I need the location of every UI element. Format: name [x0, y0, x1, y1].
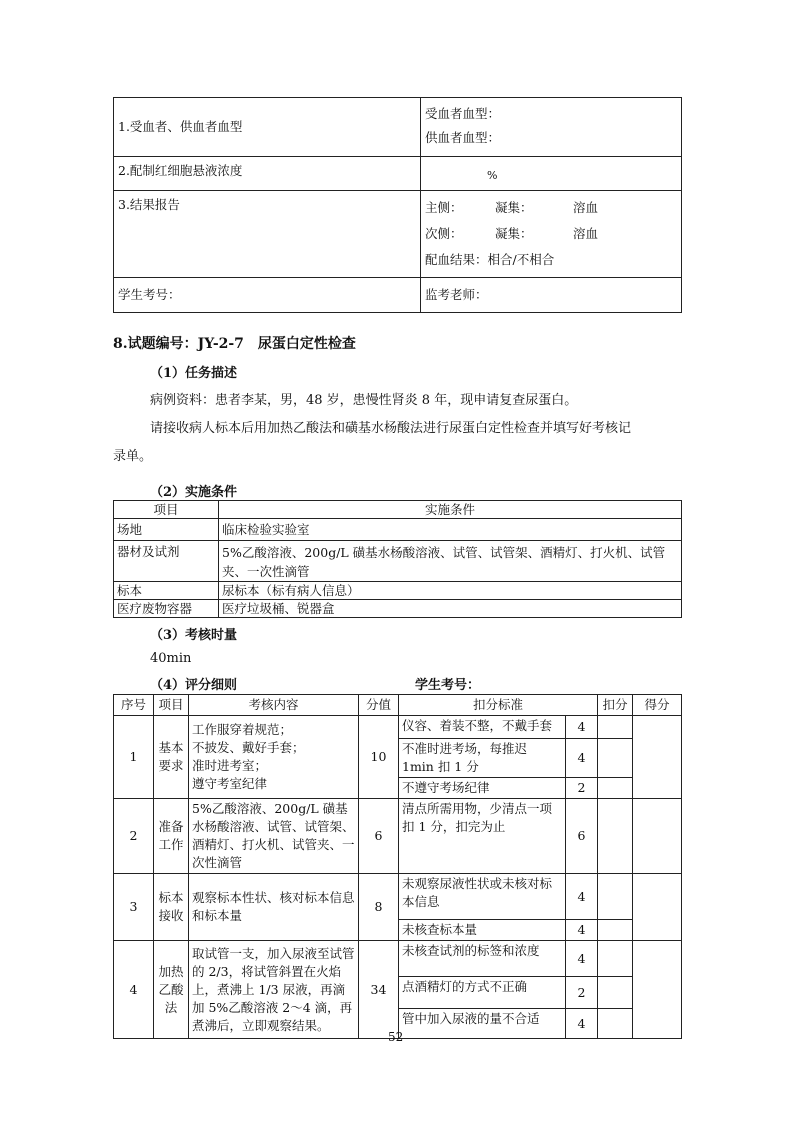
deduction-criterion: 不准时进考场，每推迟 1min 扣 1 分	[399, 739, 566, 778]
assessment-content: 工作服穿着规范； 不披发、戴好手套； 准时进考室； 遵守考室纪律	[189, 716, 359, 799]
table-cell: 场地	[114, 519, 219, 541]
student-id-field[interactable]: 学生考号：	[114, 278, 421, 313]
score-value: 34	[359, 941, 399, 1039]
earned-score-field[interactable]	[633, 874, 682, 941]
assessment-content: 5%乙酸溶液、200g/L 磺基水杨酸溶液、试管、试管架、酒精灯、打火机、试管夹、一次性滴管	[189, 799, 359, 874]
row-number: 3	[114, 874, 154, 941]
deducted-field[interactable]	[598, 739, 633, 778]
donor-blood-type-field[interactable]: 供血者血型：	[425, 130, 501, 145]
assessment-content: 观察标本性状、核对标本信息和标本量	[189, 874, 359, 941]
deduction-criterion: 管中加入尿液的量不合适	[399, 1009, 566, 1039]
earned-score-field[interactable]	[633, 941, 682, 1039]
conditions-table	[113, 500, 682, 618]
concentration-field[interactable]: %	[421, 157, 682, 191]
score-value: 6	[359, 799, 399, 874]
item-name: 基本要求	[154, 716, 189, 799]
deduction-points: 6	[566, 799, 598, 874]
row-number: 1	[114, 716, 154, 799]
table-row	[114, 799, 682, 874]
header-cell: 项目	[114, 501, 219, 519]
deduction-criterion: 点酒精灯的方式不正确	[399, 977, 566, 1009]
table-cell: 医疗废物容器	[114, 600, 219, 618]
row-number: 4	[114, 941, 154, 1039]
earned-score-field[interactable]	[633, 716, 682, 799]
deduction-criterion: 不遵守考场纪律	[399, 778, 566, 799]
row-number: 2	[114, 799, 154, 874]
deduction-points: 4	[566, 1009, 598, 1039]
row-label: 1.受血者、供血者血型	[114, 98, 421, 157]
header-cell: 实施条件	[219, 501, 682, 519]
row-label: 2.配制红细胞悬液浓度	[114, 157, 421, 191]
header-cell: 考核内容	[189, 695, 359, 716]
deduction-criterion: 仪容、着装不整，不戴手套	[399, 716, 566, 739]
table-cell: 标本	[114, 582, 219, 600]
instruction-text-cont: 录单。	[113, 449, 153, 464]
case-text: 病例资料：患者李某，男，48 岁，患慢性肾炎 8 年，现申请复查尿蛋白。	[150, 393, 578, 408]
item-name: 准备工作	[154, 799, 189, 874]
assessment-content: 取试管一支，加入尿液至试管的 2/3，将试管斜置在火焰上，煮沸上 1/3 尿液，再滴加 5%乙酸溶液 2～4 滴，再煮沸后，立即观察结果。	[189, 941, 359, 1039]
header-cell: 得分	[633, 695, 682, 716]
deduction-criterion: 未核查标本量	[399, 920, 566, 941]
table-row	[114, 716, 682, 739]
earned-score-field[interactable]	[633, 799, 682, 874]
task-heading: （1）任务描述	[150, 366, 238, 381]
header-cell: 扣分标准	[399, 695, 598, 716]
header-cell: 扣分	[598, 695, 633, 716]
header-cell: 分值	[359, 695, 399, 716]
student-id-label: 学生考号：	[415, 678, 481, 693]
header-cell: 序号	[114, 695, 154, 716]
deduction-points: 2	[566, 977, 598, 1009]
item-name: 标本接收	[154, 874, 189, 941]
deducted-field[interactable]	[598, 941, 633, 977]
table-cell: 器材及试剂	[114, 541, 219, 582]
major-side-result: 主侧： 凝集： 溶血	[425, 200, 599, 215]
page-number: 52	[388, 1030, 404, 1044]
proctor-field[interactable]: 监考老师：	[421, 278, 682, 313]
table-cell: 临床检验实验室	[219, 519, 682, 541]
deduction-criterion: 清点所需用物，少清点一项扣 1 分，扣完为止	[399, 799, 566, 874]
deduction-criterion: 未核查试剂的标签和浓度	[399, 941, 566, 977]
match-result: 配血结果：相合/不相合	[425, 252, 555, 267]
time-heading: （3）考核时量	[150, 628, 238, 643]
deduction-criterion: 未观察尿液性状或未核对标本信息	[399, 874, 566, 920]
minor-side-result: 次侧： 凝集： 溶血	[425, 226, 599, 241]
crossmatch-record-table	[113, 97, 682, 313]
deduction-points: 4	[566, 941, 598, 977]
deducted-field[interactable]	[598, 716, 633, 739]
table-cell: 尿标本（标有病人信息）	[219, 582, 682, 600]
deduction-points: 4	[566, 874, 598, 920]
table-row	[114, 874, 682, 920]
deduction-points: 4	[566, 716, 598, 739]
deduction-points: 2	[566, 778, 598, 799]
scoring-table	[113, 694, 682, 1039]
recipient-blood-type-field[interactable]: 受血者血型：	[425, 106, 501, 121]
section-title: 8.试题编号：JY-2-7 尿蛋白定性检查	[113, 336, 356, 352]
deducted-field[interactable]	[598, 799, 633, 874]
header-cell: 项目	[154, 695, 189, 716]
score-value: 10	[359, 716, 399, 799]
deducted-field[interactable]	[598, 778, 633, 799]
deducted-field[interactable]	[598, 874, 633, 920]
instruction-text: 请接收病人标本后用加热乙酸法和磺基水杨酸法进行尿蛋白定性检查并填写好考核记	[150, 421, 632, 436]
conditions-heading: （2）实施条件	[150, 485, 238, 500]
table-row	[114, 941, 682, 977]
deducted-field[interactable]	[598, 920, 633, 941]
table-cell: 医疗垃圾桶、锐器盒	[219, 600, 682, 618]
deduction-points: 4	[566, 739, 598, 778]
time-value: 40min	[150, 651, 192, 666]
deduction-points: 4	[566, 920, 598, 941]
item-name: 加热乙酸法	[154, 941, 189, 1039]
deducted-field[interactable]	[598, 1009, 633, 1039]
table-cell: 5%乙酸溶液、200g/L 磺基水杨酸溶液、试管、试管架、酒精灯、打火机、试管夹、一次性滴管	[219, 541, 682, 582]
row-label: 3.结果报告	[114, 191, 421, 278]
scoring-heading: （4）评分细则	[150, 678, 238, 693]
score-value: 8	[359, 874, 399, 941]
deducted-field[interactable]	[598, 977, 633, 1009]
